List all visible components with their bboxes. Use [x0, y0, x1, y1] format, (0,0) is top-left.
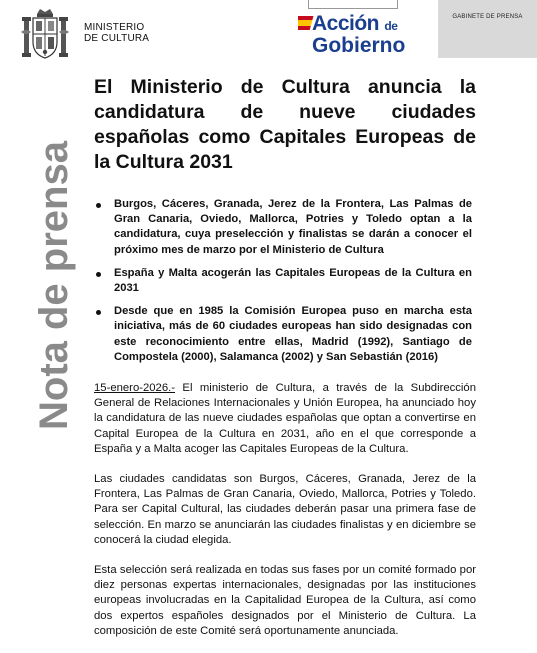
bullet-text: España y Malta acogerán las Capitales Europeas de la Cultura en 2031: [114, 266, 472, 295]
list-item: [94, 197, 472, 258]
bullet-icon: [96, 310, 101, 315]
bullet-text: Desde que en 1985 la Comisión Europea puso en marcha esta iniciativa, más de 60 ciudades europeas han sido designadas con este reconocimiento entre ellas, Madrid (1992), Santiago de Compostela (2000), Salamanca (2002) y San Sebastián (2016): [114, 305, 472, 363]
body-paragraph-3: Esta selección será realizada en todas sus fases por un comité formado por diez personas expertas internacionales, designadas por las instituciones europeas involucradas en la Capitalidad Europea de la Cultura, así como dos expertos españoles designados por el Ministerio de Cultura. La composición de este Comité será oportunamente anunciada.: [94, 564, 476, 637]
logo-gobierno-text: Gobierno: [312, 34, 406, 57]
page-title: El Ministerio de Cultura anuncia la candidatura de nueve ciudades españolas como Capitales Europeas de la Cultura 2031: [94, 76, 476, 173]
body-paragraph-2: Las ciudades candidatas son Burgos, Cáceres, Granada, Jerez de la Frontera, Las Palmas de Gran Canaria, Oviedo, Mallorca, Potries y Toledo. Para ser Capital Cultural, las ciudades deberán pasar una primera fase de selección. En marzo se anunciarán las ciudades finalistas y en diciembre se conocerá la ciudad elegida.: [94, 473, 476, 546]
press-office-label: GABINETE DE PRENSA: [452, 14, 523, 20]
press-release-side-label: Nota de prensa: [32, 141, 76, 430]
ministry-name: [84, 22, 149, 44]
press-office-box: [438, 0, 537, 58]
bullet-icon: [96, 272, 101, 277]
logo-accion-text: Acción: [312, 12, 380, 35]
logo-de-text: de: [384, 19, 398, 33]
ministry-line-2: DE CULTURA: [84, 33, 150, 44]
release-date: 15-enero-2026.-: [94, 382, 176, 394]
bullet-text: Burgos, Cáceres, Granada, Jerez de la Frontera, Las Palmas de Gran Canaria, Oviedo, Mallorca, Potries y Toledo optan a la candidatura, cuya preselección y finalistas se darán a conocer el próximo mes de marzo por el Ministerio de Cultura: [114, 198, 472, 256]
highlights-list: [94, 197, 472, 373]
coat-of-arms-icon: [20, 6, 70, 62]
ministry-line-1: MINISTERIO: [84, 22, 145, 33]
list-item: [94, 266, 472, 296]
paragraph-text: El ministerio de Cultura, a través de la Subdirección General de Relaciones Internacionales y Unión Europea, ha anunciado hoy la candidatura de las nueve ciudades españolas que optan a convertirse en Capital Europea de la Cultura en 2031, año en el que corresponde a España y a Malta acoger las Capitales Europeas de la Cultura.: [94, 382, 476, 455]
accion-de-gobierno-logo: [300, 12, 425, 58]
list-item: [94, 304, 472, 365]
top-tab-box: [308, 0, 398, 9]
bullet-icon: [96, 203, 101, 208]
body-paragraph-1: [94, 381, 476, 457]
